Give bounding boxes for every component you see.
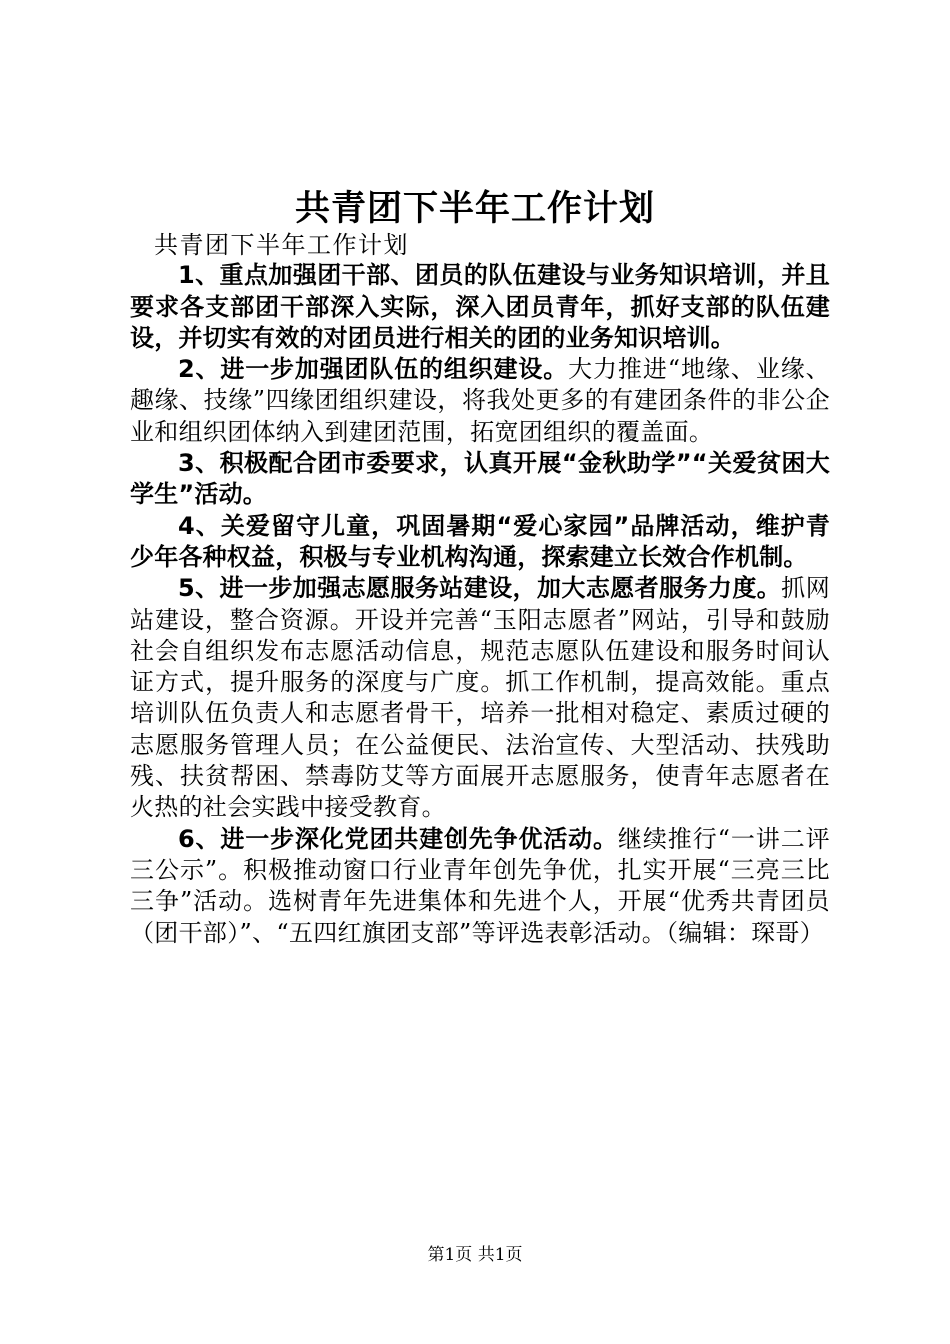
plan-item-3-lead: 3、积极配合团市委要求，认真开展“金秋助学”“关爱贫困大学生”活动。 (130, 449, 830, 509)
plan-item-5 (130, 573, 830, 823)
plan-item-2 (130, 354, 830, 448)
document-body (130, 230, 830, 949)
plan-item-5-body: 抓网站建设，整合资源。开设并完善“玉阳志愿者”网站，引导和鼓励社会自组织发布志愿活动信息，规范志愿队伍建设和服务时间认证方式，提升服务的深度与广度。抓工作机制，提高效能。重点培训队伍负责人和志愿者骨干，培养一批相对稳定、素质过硬的志愿服务管理人员；在公益便民、法治宣传、大型活动、扶残助残、扶贫帮困、禁毒防艾等方面展开志愿服务，使青年志愿者在火热的社会实践中接受教育。 (130, 574, 830, 822)
plan-item-2-body: 大力推进“地缘、业缘、趣缘、技缘”四缘团组织建设，将我处更多的有建团条件的非公企业和组织团体纳入到建团范围，拓宽团组织的覆盖面。 (130, 355, 830, 446)
document-subtitle: 共青团下半年工作计划 (154, 231, 409, 259)
plan-item-4-lead: 4、关爱留守儿童，巩固暑期“爱心家园”品牌活动，维护青少年各种权益，积极与专业机构沟通，探索建立长效合作机制。 (130, 511, 830, 571)
plan-item-1 (130, 260, 830, 354)
page-footer: 第1页 共1页 (427, 1245, 523, 1265)
plan-item-2-lead: 2、进一步加强团队伍的组织建设。 (178, 355, 569, 384)
document-title: 共青团下半年工作计划 (294, 189, 655, 229)
plan-item-6 (130, 824, 830, 949)
plan-item-6-body: 继续推行“一讲二评三公示”。积极推动窗口行业青年创先争优，扎实开展“三亮三比三争”活动。选树青年先进集体和先进个人，开展“优秀共青团员（团干部）”、“五四红旗团支部”等评选表彰活动。（编辑：琛哥） (130, 824, 830, 947)
plan-item-5-lead: 5、进一步加强志愿服务站建设，加大志愿者服务力度。 (178, 574, 782, 603)
plan-item-3 (130, 448, 830, 511)
plan-item-4 (130, 511, 830, 574)
plan-item-6-lead: 6、进一步深化党团共建创先争优活动。 (178, 824, 618, 853)
plan-item-1-lead: 1、重点加强团干部、团员的队伍建设与业务知识培训，并且要求各支部团干部深入实际，深入团员青年，抓好支部的队伍建设，并切实有效的对团员进行相关的团的业务知识培训。 (130, 261, 830, 352)
